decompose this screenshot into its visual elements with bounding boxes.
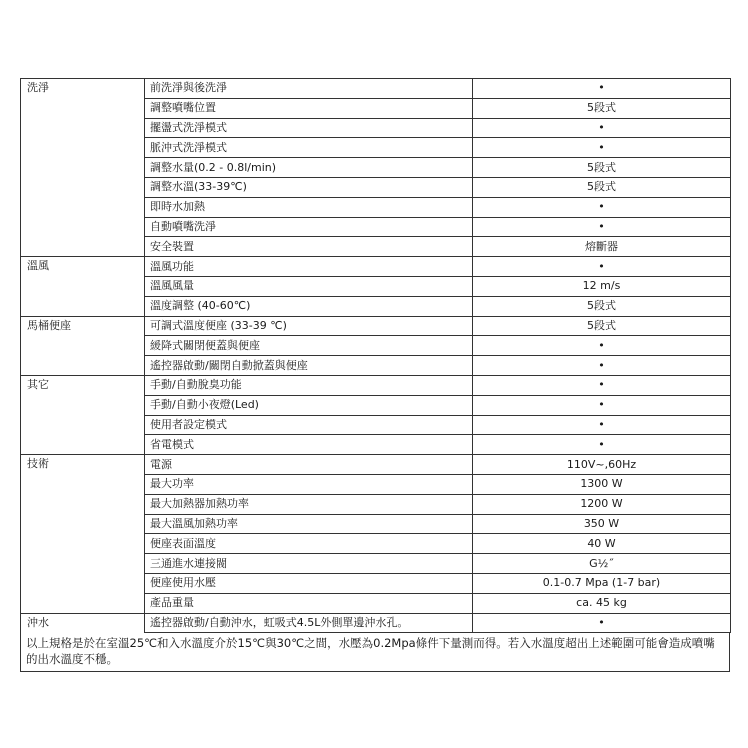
feature-label: 擺盪式洗淨模式 — [145, 118, 473, 138]
spec-row — [21, 217, 731, 237]
feature-label: 調整水溫(33-39℃) — [145, 177, 473, 197]
spec-row — [21, 296, 731, 316]
feature-value: • — [473, 395, 731, 415]
spec-row — [21, 316, 731, 336]
feature-label: 即時水加熱 — [145, 197, 473, 217]
feature-label: 使用者設定模式 — [145, 415, 473, 435]
feature-label: 最大加熱器加熱功率 — [145, 494, 473, 514]
feature-value: 1200 W — [473, 494, 731, 514]
spec-row — [21, 415, 731, 435]
category-cell — [21, 356, 145, 376]
category-cell — [21, 138, 145, 158]
category-cell — [21, 415, 145, 435]
spec-row — [21, 257, 731, 277]
spec-row — [21, 197, 731, 217]
category-cell — [21, 514, 145, 534]
category-cell — [21, 534, 145, 554]
feature-value: 40 W — [473, 534, 731, 554]
feature-value: • — [473, 613, 731, 633]
feature-value: ca. 45 kg — [473, 593, 731, 613]
spec-row — [21, 375, 731, 395]
spec-sheet — [20, 78, 730, 672]
feature-value: • — [473, 197, 731, 217]
spec-row — [21, 613, 731, 633]
category-label: 洗淨 — [21, 79, 145, 99]
feature-value: 350 W — [473, 514, 731, 534]
feature-value: 12 m/s — [473, 276, 731, 296]
feature-value: 1300 W — [473, 474, 731, 494]
spec-row — [21, 118, 731, 138]
spec-row — [21, 593, 731, 613]
feature-value: • — [473, 356, 731, 376]
feature-value: • — [473, 118, 731, 138]
spec-row — [21, 435, 731, 455]
feature-label: 溫度調整 (40-60℃) — [145, 296, 473, 316]
spec-row — [21, 177, 731, 197]
feature-label: 溫風功能 — [145, 257, 473, 277]
spec-row — [21, 474, 731, 494]
category-cell — [21, 276, 145, 296]
spec-row — [21, 138, 731, 158]
spec-row — [21, 554, 731, 574]
feature-value: 0.1-0.7 Mpa (1-7 bar) — [473, 573, 731, 593]
spec-row — [21, 79, 731, 99]
category-cell — [21, 395, 145, 415]
feature-label: 便座使用水壓 — [145, 573, 473, 593]
spec-row — [21, 573, 731, 593]
feature-label: 三通進水連接閥 — [145, 554, 473, 574]
feature-value: 5段式 — [473, 296, 731, 316]
feature-label: 自動噴嘴洗淨 — [145, 217, 473, 237]
feature-label: 電源 — [145, 455, 473, 475]
spec-row — [21, 336, 731, 356]
spec-row — [21, 356, 731, 376]
feature-label: 遙控器啟動/自動沖水，虹吸式4.5L外側單邊沖水孔。 — [145, 613, 473, 633]
spec-table — [20, 78, 731, 633]
category-cell — [21, 98, 145, 118]
spec-row — [21, 276, 731, 296]
category-label: 技術 — [21, 455, 145, 475]
feature-value: • — [473, 375, 731, 395]
category-cell — [21, 336, 145, 356]
spec-row — [21, 494, 731, 514]
feature-label: 產品重量 — [145, 593, 473, 613]
spec-row — [21, 395, 731, 415]
category-label: 其它 — [21, 375, 145, 395]
feature-value: • — [473, 217, 731, 237]
feature-value: 5段式 — [473, 177, 731, 197]
feature-value: • — [473, 257, 731, 277]
feature-value: 熔斷器 — [473, 237, 731, 257]
feature-value: • — [473, 79, 731, 99]
category-cell — [21, 237, 145, 257]
feature-label: 手動/自動脫臭功能 — [145, 375, 473, 395]
feature-value: 110V~,60Hz — [473, 455, 731, 475]
category-label: 馬桶便座 — [21, 316, 145, 336]
category-label: 沖水 — [21, 613, 145, 633]
spec-row — [21, 237, 731, 257]
feature-value: • — [473, 138, 731, 158]
category-label: 溫風 — [21, 257, 145, 277]
category-cell — [21, 435, 145, 455]
category-cell — [21, 573, 145, 593]
category-cell — [21, 494, 145, 514]
feature-label: 調整水量(0.2 - 0.8l/min) — [145, 158, 473, 178]
category-cell — [21, 474, 145, 494]
feature-value: 5段式 — [473, 158, 731, 178]
category-cell — [21, 197, 145, 217]
category-cell — [21, 554, 145, 574]
feature-label: 調整噴嘴位置 — [145, 98, 473, 118]
feature-value: • — [473, 435, 731, 455]
feature-value: 5段式 — [473, 98, 731, 118]
feature-label: 溫風風量 — [145, 276, 473, 296]
feature-label: 脈沖式洗淨模式 — [145, 138, 473, 158]
feature-label: 最大溫風加熱功率 — [145, 514, 473, 534]
category-cell — [21, 593, 145, 613]
category-cell — [21, 296, 145, 316]
feature-label: 手動/自動小夜燈(Led) — [145, 395, 473, 415]
category-cell — [21, 177, 145, 197]
spec-row — [21, 514, 731, 534]
spec-row — [21, 455, 731, 475]
feature-label: 最大功率 — [145, 474, 473, 494]
spec-row — [21, 534, 731, 554]
feature-label: 前洗淨與後洗淨 — [145, 79, 473, 99]
feature-label: 安全裝置 — [145, 237, 473, 257]
feature-value: 5段式 — [473, 316, 731, 336]
feature-label: 遙控器啟動/關閉自動掀蓋與便座 — [145, 356, 473, 376]
spec-row — [21, 158, 731, 178]
category-cell — [21, 217, 145, 237]
feature-label: 可調式溫度便座 (33-39 ℃) — [145, 316, 473, 336]
category-cell — [21, 118, 145, 138]
feature-value: • — [473, 415, 731, 435]
feature-label: 便座表面溫度 — [145, 534, 473, 554]
feature-value: • — [473, 336, 731, 356]
feature-label: 省電模式 — [145, 435, 473, 455]
footnote: 以上規格是於在室溫25℃和入水溫度介於15℃與30℃之間，水壓為0.2Mpa條件下量測而得。若入水溫度超出上述範圍可能會造成噴嘴的出水溫度不穩。 — [20, 633, 730, 672]
category-cell — [21, 158, 145, 178]
feature-value: G½˝ — [473, 554, 731, 574]
feature-label: 緩降式關閉便蓋與便座 — [145, 336, 473, 356]
spec-row — [21, 98, 731, 118]
